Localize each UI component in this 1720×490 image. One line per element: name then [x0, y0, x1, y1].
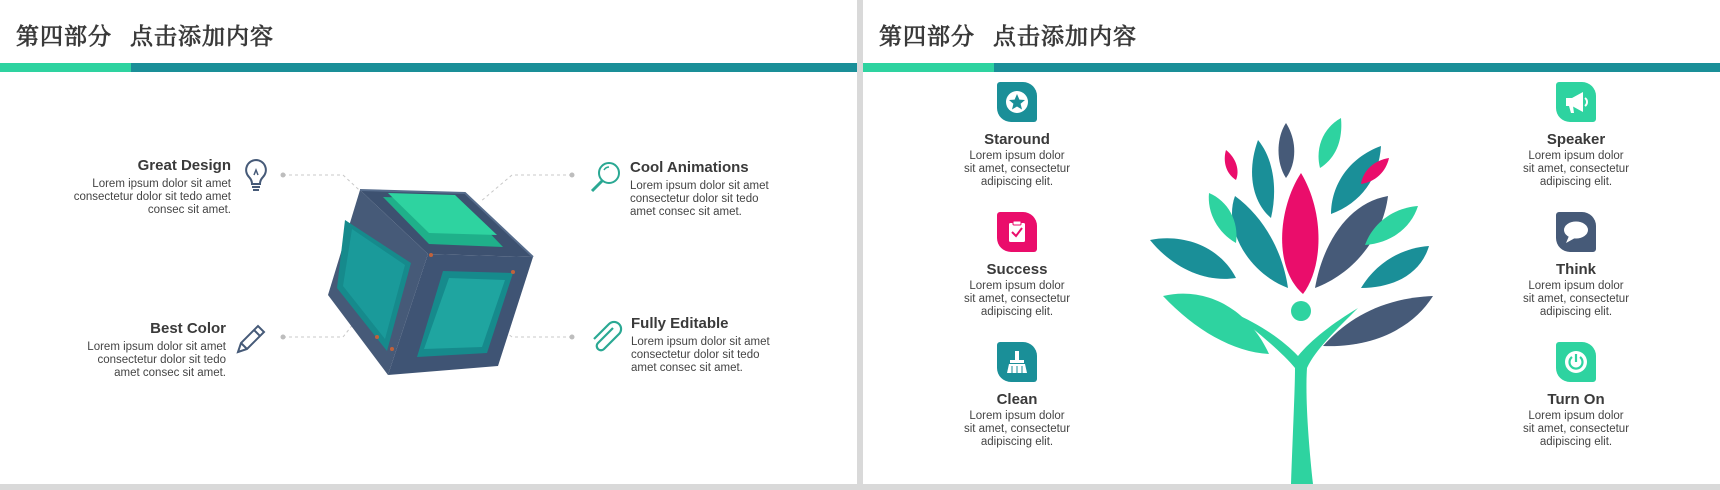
feature-title: Best Color: [150, 320, 226, 337]
item-desc: Lorem ipsum dolor sit amet, consectetur adipiscing elit.: [1522, 280, 1630, 318]
paperclip-icon: [589, 320, 623, 354]
magnifier-icon: [589, 160, 623, 194]
staround-tile: [997, 82, 1037, 122]
item-title: Think: [1556, 261, 1596, 278]
turn-on-tile: [1556, 342, 1596, 382]
clipboard-check-icon: [997, 212, 1037, 252]
think-tile: [1556, 212, 1596, 252]
cube-illustration: [325, 185, 545, 385]
feature-desc: Lorem ipsum dolor sit amet consectetur dolor sit tedo amet consec sit amet.: [630, 180, 769, 218]
pencil-icon: [234, 322, 268, 356]
feature-desc: Lorem ipsum dolor sit amet consectetur dolor sit tedo amet consec sit amet.: [87, 341, 226, 379]
left-slide: [0, 0, 857, 484]
feature-title: Great Design: [137, 157, 231, 174]
feature-desc: Lorem ipsum dolor sit amet consectetur dolor sit tedo amet consec sit amet.: [73, 178, 231, 216]
title-underline-accent: [863, 63, 994, 72]
feature-desc: Lorem ipsum dolor sit amet consectetur dolor sit tedo amet consec sit amet.: [631, 336, 770, 374]
power-icon: [1556, 342, 1596, 382]
megaphone-icon: [1556, 82, 1596, 122]
item-desc: Lorem ipsum dolor sit amet, consectetur adipiscing elit.: [963, 410, 1071, 448]
clean-tile: [997, 342, 1037, 382]
slide-title: 第四部分 点击添加内容: [879, 24, 1138, 50]
item-title: Turn On: [1547, 391, 1605, 408]
item-title: Success: [986, 261, 1048, 278]
item-title: Staround: [984, 131, 1050, 148]
item-desc: Lorem ipsum dolor sit amet, consectetur adipiscing elit.: [1522, 410, 1630, 448]
lightbulb-icon: [243, 158, 269, 194]
speech-bubble-icon: [1556, 212, 1596, 252]
star-icon: [997, 82, 1037, 122]
speaker-tile: [1556, 82, 1596, 122]
title-underline: [994, 63, 1720, 72]
item-desc: Lorem ipsum dolor sit amet, consectetur adipiscing elit.: [1522, 150, 1630, 188]
item-desc: Lorem ipsum dolor sit amet, consectetur adipiscing elit.: [963, 150, 1071, 188]
item-desc: Lorem ipsum dolor sit amet, consectetur adipiscing elit.: [963, 280, 1071, 318]
item-title: Speaker: [1546, 131, 1606, 148]
broom-icon: [997, 342, 1037, 382]
tree-illustration: [1143, 118, 1443, 484]
right-slide: [863, 0, 1720, 484]
feature-title: Cool Animations: [630, 159, 749, 176]
slide-title: 第四部分 点击添加内容: [16, 24, 275, 50]
feature-title: Fully Editable: [631, 315, 729, 332]
success-tile: [997, 212, 1037, 252]
item-title: Clean: [996, 391, 1038, 408]
